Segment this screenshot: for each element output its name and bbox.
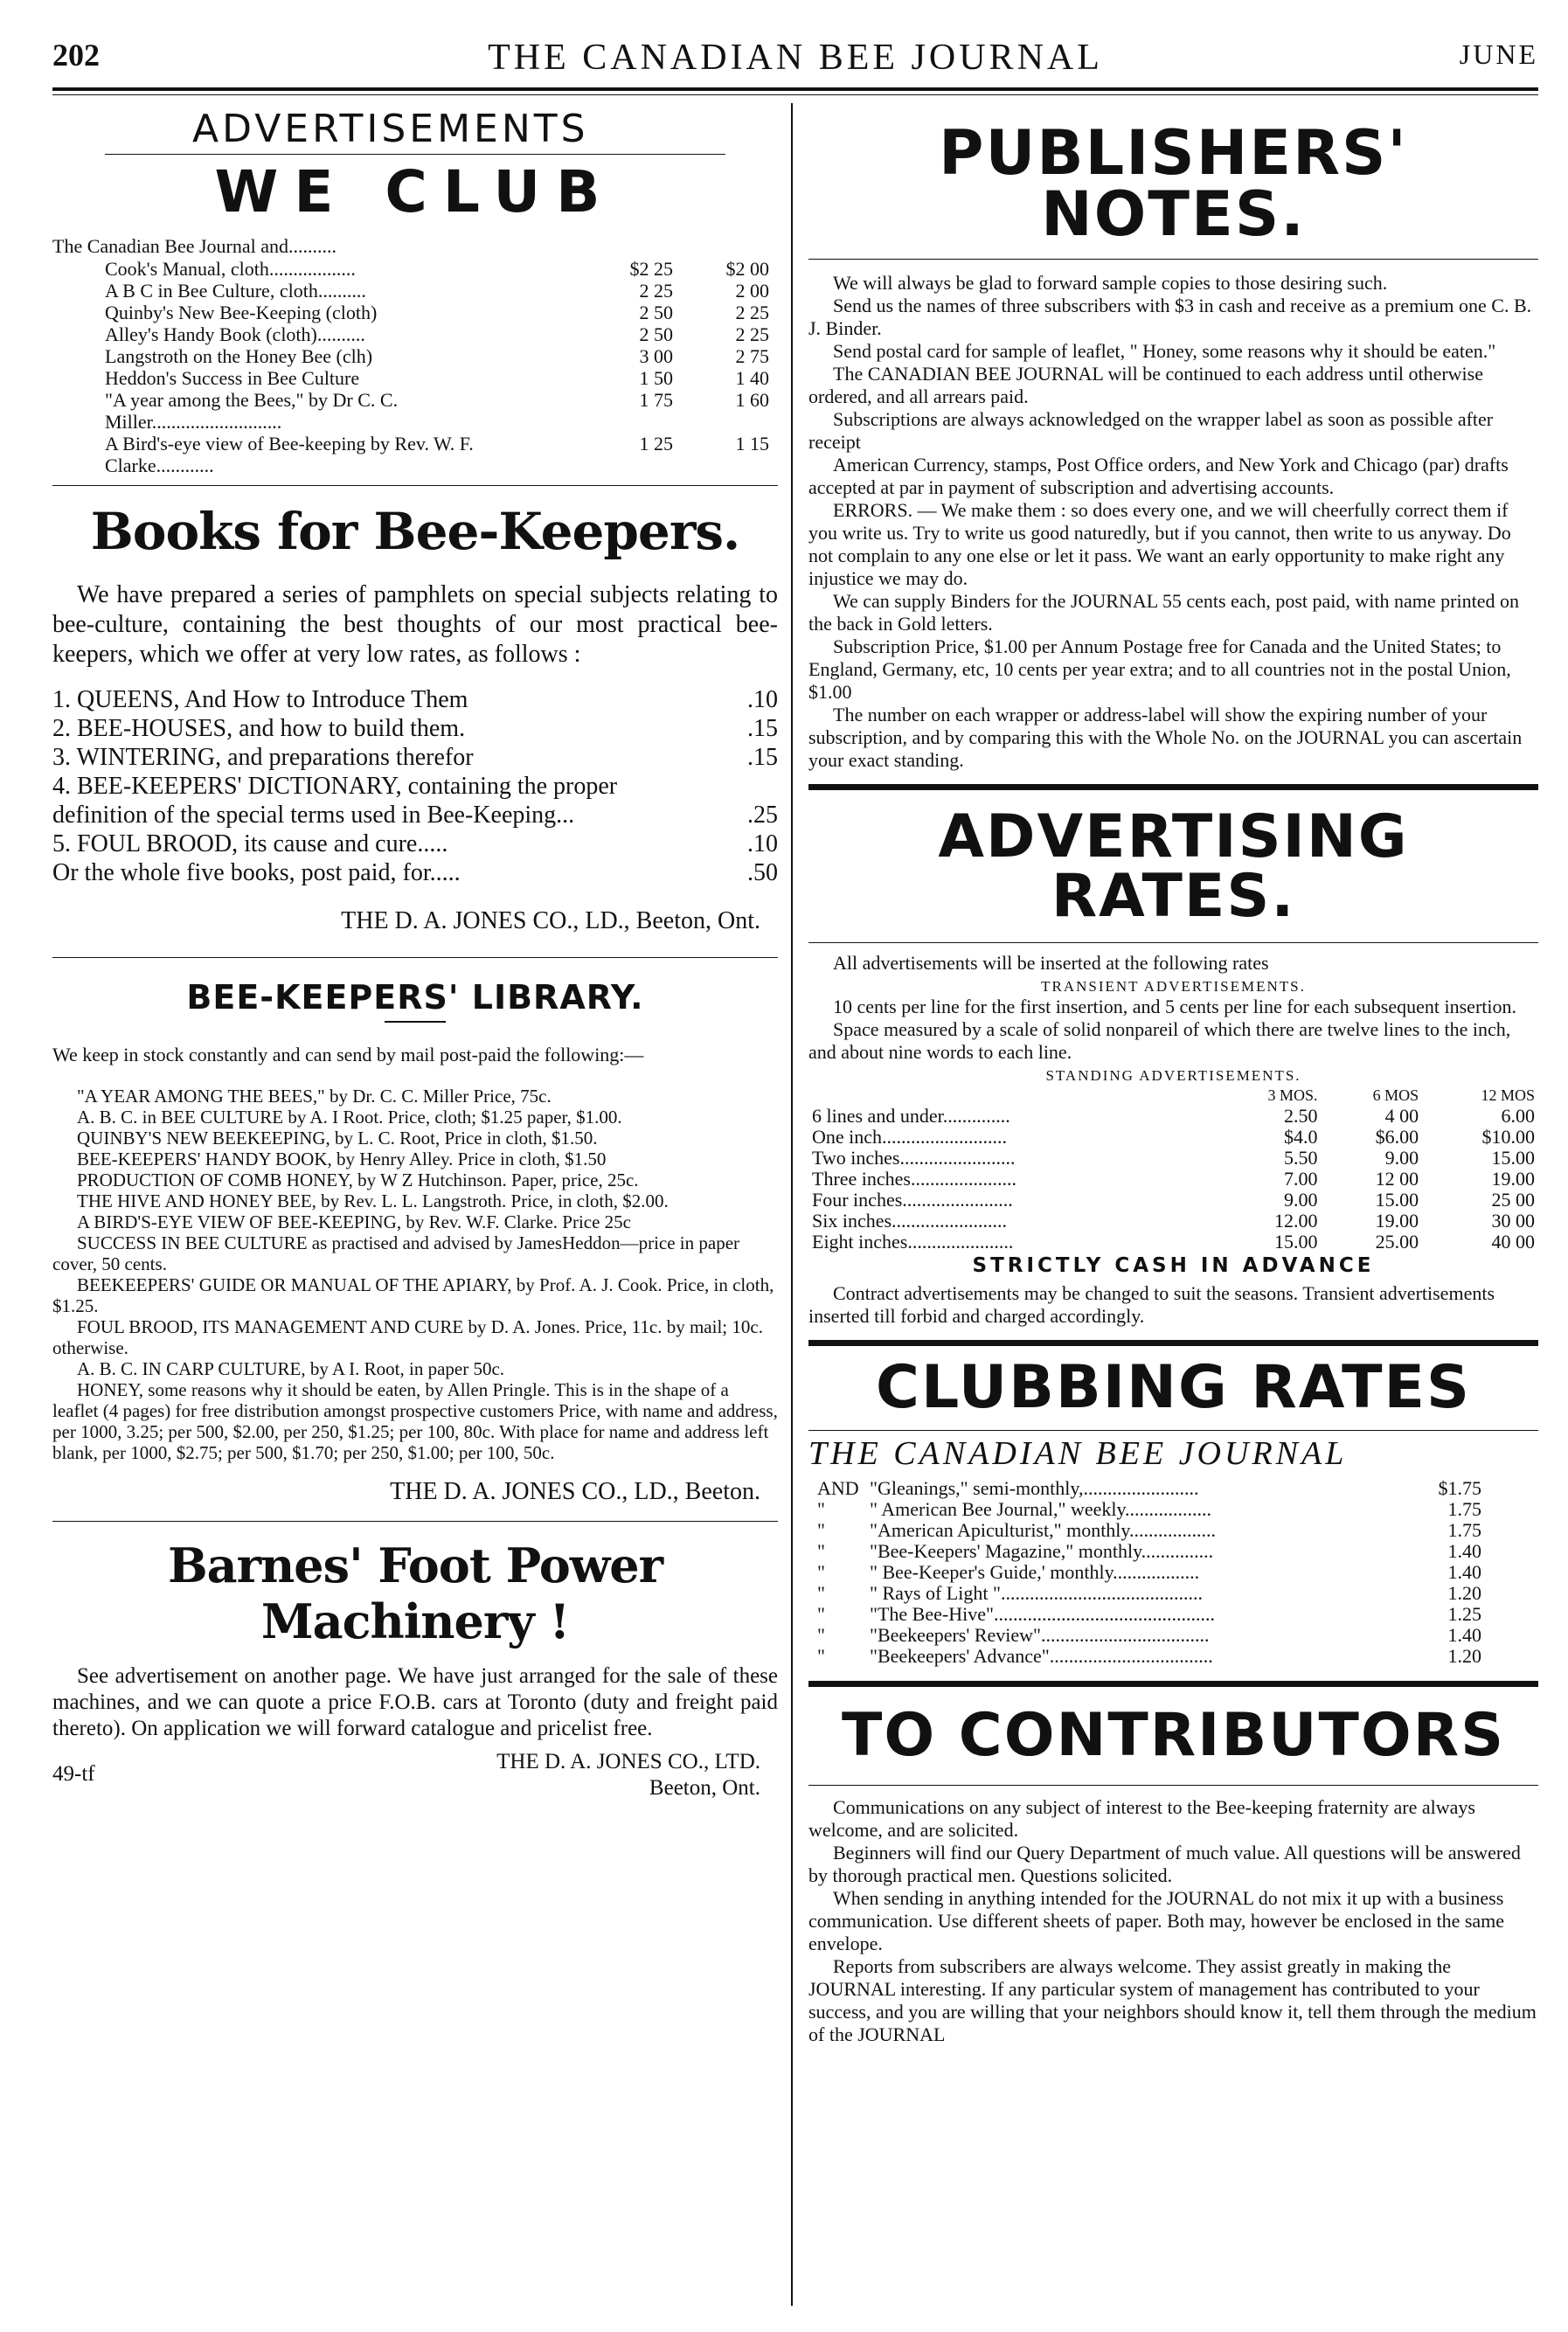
we-club-intro: The Canadian Bee Journal and.......... [52,235,337,257]
clubbing-price: 1.40 [1447,1561,1481,1583]
book-title: 1. QUEENS, And How to Introduce Them [52,686,468,713]
clubbing-prefix: " [817,1603,825,1625]
clubbing-price: 1.25 [1447,1603,1481,1625]
rate-size: Six inches........................ [812,1210,1008,1232]
clubbing-price: 1.20 [1447,1645,1481,1667]
library-entry: BEEKEEPERS' GUIDE OR MANUAL OF THE APIARY, by Prof. A. J. Cook. Price, in cloth, $1.25. [52,1274,774,1316]
books-list-item [52,743,778,772]
rate-row [808,1169,1538,1190]
we-club-item-name: Quinby's New Bee-Keeping (cloth) [105,302,378,323]
we-club-price-club: 2 25 [735,302,769,323]
col-12mos: 12 MOS [1481,1086,1535,1104]
we-club-price-separate: 2 50 [639,323,673,345]
rate-value: 12 00 [1375,1168,1419,1190]
book-price: .10 [747,830,778,857]
left-column [52,103,778,1810]
we-club-title: WE CLUB [214,158,616,226]
library-signature: THE D. A. JONES CO., LD., Beeton. [390,1478,760,1505]
transient-2: Space measured by a scale of solid nonpareil of which there are twelve lines to the inch, and about nine words to each line. [808,1018,1511,1063]
rate-value: 9.00 [1284,1189,1318,1211]
book-title: 5. FOUL BROOD, its cause and cure..... [52,830,448,857]
books-list-item [52,829,778,858]
contributors-paragraph: When sending in anything intended for the JOURNAL do not mix it up with a business communication. Use different sheets of paper. Both may, however be enclosed in the same envelope. [808,1887,1505,1954]
clubbing-row [817,1604,1481,1625]
clubbing-prefix: " [817,1498,825,1520]
clubbing-periodical: "Beekeepers' Review"................................... [870,1624,1210,1646]
we-club-price-separate: $2 25 [629,258,673,280]
header-rule [52,87,1538,91]
publishers-note-paragraph: The CANADIAN BEE JOURNAL will be continued to each address until otherwise ordered, and all arrears paid. [808,363,1483,407]
library-title: BEE-KEEPERS' LIBRARY. [186,978,644,1017]
contract-notice: Contract advertisements may be changed to suit the seasons. Transient advertisements inserted till forbid and charged accordingly. [808,1282,1495,1327]
rate-size: Three inches...................... [812,1168,1016,1190]
barnes-signature-2: Beeton, Ont. [649,1776,760,1800]
rate-size: Two inches........................ [812,1147,1016,1169]
we-club-table [105,258,769,476]
clubbing-row [817,1541,1481,1562]
clubbing-prefix: AND [817,1477,859,1499]
rate-size: Eight inches...................... [812,1231,1014,1253]
library-entry: SUCCESS IN BEE CULTURE as practised and advised by JamesHeddon—price in paper cover, 50 cents. [52,1232,740,1274]
clubbing-prefix: " [817,1624,825,1646]
we-club-row [105,258,769,280]
publishers-notes-list [808,272,1538,772]
clubbing-row [817,1499,1481,1520]
publishers-note-paragraph: We can supply Binders for the JOURNAL 55 cents each, post paid, with name printed on the back in Gold letters. [808,590,1519,635]
we-club-price-club: 2 75 [735,345,769,367]
we-club-item-name: A B C in Bee Culture, cloth.......... [105,280,366,302]
clubbing-table [817,1478,1481,1667]
clubbing-price: 1.75 [1447,1498,1481,1520]
rate-row [808,1211,1538,1232]
rate-value: $6.00 [1375,1126,1419,1148]
publishers-note-paragraph: The number on each wrapper or address-label will show the expiring number of your subscription, and by comparing this with the Whole No. on the JOURNAL you can ascertain your exact standing. [808,704,1523,771]
we-club-price-separate: 1 50 [639,367,673,389]
rate-value: 15.00 [1375,1189,1419,1211]
library-entry: A. B. C. IN CARP CULTURE, by A I. Root, in paper 50c. [77,1358,505,1379]
rate-value: 25.00 [1375,1231,1419,1253]
clubbing-prefix: " [817,1561,825,1583]
book-title: Or the whole five books, post paid, for..... [52,859,461,886]
standing-heading: STANDING ADVERTISEMENTS. [1045,1067,1301,1084]
book-price: .50 [747,859,778,886]
rate-size: One inch.......................... [812,1126,1008,1148]
book-price: .15 [747,744,778,771]
we-club-row [105,280,769,302]
contributors-list [808,1796,1538,2046]
publishers-note-paragraph: American Currency, stamps, Post Office orders, and New York and Chicago (par) drafts accepted at par in payment of subscription and advertising accounts. [808,454,1509,498]
clubbing-periodical: "American Apiculturist," monthly.................. [870,1519,1216,1541]
journal-title: THE CANADIAN BEE JOURNAL [488,38,1103,78]
rate-value: $10.00 [1481,1126,1535,1148]
clubbing-prefix: " [817,1519,825,1541]
we-club-price-club: 2 25 [735,323,769,345]
transient-1: 10 cents per line for the first insertion, and 5 cents per line for each subsequent insertion. [833,996,1516,1017]
library-entry: THE HIVE AND HONEY BEE, by Rev. L. L. Langstroth. Price, in cloth, $2.00. [77,1190,669,1211]
we-club-price-separate: 2 50 [639,302,673,323]
publishers-note-paragraph: Send postal card for sample of leaflet, " Honey, some reasons why it should be eaten." [833,340,1496,362]
clubbing-periodical: " American Bee Journal," weekly.................. [870,1498,1212,1520]
rate-size: Four inches....................... [812,1189,1013,1211]
book-price: .25 [747,802,778,829]
rate-row [808,1190,1538,1211]
we-club-price-club: 1 40 [735,367,769,389]
publishers-note-paragraph: We will always be glad to forward sample copies to those desiring such. [833,272,1388,294]
page-number: 202 [52,38,100,73]
cash-notice: STRICTLY CASH IN ADVANCE [972,1254,1375,1277]
books-list-item [52,772,778,829]
clubbing-periodical: "Gleanings," semi-monthly,........................ [870,1477,1199,1499]
standing-rates-table [808,1085,1538,1253]
we-club-row [105,367,769,389]
transient-heading: TRANSIENT ADVERTISEMENTS. [1041,978,1306,995]
we-club-price-club: 2 00 [735,280,769,302]
contributors-paragraph: Beginners will find our Query Department of much value. All questions will be answered by thorough practical men. Questions solicited. [808,1842,1521,1886]
clubbing-prefix: " [817,1540,825,1562]
clubbing-prefix: " [817,1645,825,1667]
rate-value: 15.00 [1274,1231,1318,1253]
col-6mos: 6 MOS [1372,1086,1419,1104]
publishers-note-paragraph: Send us the names of three subscribers with $3 in cash and receive as a premium one C. B. J. Binder. [808,295,1532,339]
rate-row [808,1232,1538,1253]
rate-value: 9.00 [1384,1147,1419,1169]
we-club-item-name: Alley's Handy Book (cloth).......... [105,323,365,345]
column-divider [791,103,793,2306]
rate-row [808,1148,1538,1169]
book-price: .15 [747,715,778,742]
rate-value: 12.00 [1274,1210,1318,1232]
books-title: Books for Bee-Keepers. [90,502,740,561]
clubbing-row [817,1625,1481,1646]
books-list-item [52,858,778,887]
barnes-signature-1: THE D. A. JONES CO., LTD. [496,1750,760,1773]
book-title: 2. BEE-HOUSES, and how to build them. [52,715,466,742]
clubbing-price: 1.75 [1447,1519,1481,1541]
we-club-row [105,302,769,323]
clubbing-row [817,1646,1481,1667]
library-entry: A. B. C. in BEE CULTURE by A. I Root. Price, cloth; $1.25 paper, $1.00. [77,1107,622,1128]
we-club-row [105,345,769,367]
clubbing-journal: THE CANADIAN BEE JOURNAL [808,1435,1348,1472]
clubbing-row [817,1562,1481,1583]
advertising-rates-title: ADVERTISING RATES. [938,802,1409,931]
we-club-price-club: $2 00 [725,258,769,280]
clubbing-periodical: "Bee-Keepers' Magazine," monthly............... [870,1540,1214,1562]
rate-value: 15.00 [1491,1147,1535,1169]
contributors-title: TO CONTRIBUTORS [841,1701,1506,1770]
library-entry: A BIRD'S-EYE VIEW OF BEE-KEEPING, by Rev. W.F. Clarke. Price 25c [77,1211,631,1232]
publishers-note-paragraph: ERRORS. — We make them : so does every one, and we will cheerfully correct them if you write us. Try to write us good naturedly, but if you cannot, then write to us anyway. Do not complain to any one else or let it pass. We want an early opportunity to make right any injustice we may do. [808,499,1511,589]
we-club-item-name: "A year among the Bees," by Dr C. C. Miller........................... [105,389,399,433]
rates-intro: All advertisements will be inserted at the following rates [833,952,1269,974]
books-signature: THE D. A. JONES CO., LD., Beeton, Ont. [341,907,760,934]
library-entry: FOUL BROOD, ITS MANAGEMENT AND CURE by D. A. Jones. Price, 11c. by mail; 10c. otherwise. [52,1316,763,1358]
books-intro: We have prepared a series of pamphlets on special subjects relating to bee-culture, containing the best thoughts of our most practical bee-keepers, which we offer at very low rates, as follows : [52,581,778,668]
clubbing-periodical: "Beekeepers' Advance".................................. [870,1645,1213,1667]
clubbing-prefix: " [817,1582,825,1604]
running-head [52,37,1538,80]
we-club-row [105,433,769,476]
barnes-title: Barnes' Foot Power Machinery ! [167,1537,663,1649]
rate-value: 7.00 [1284,1168,1318,1190]
we-club-item-name: Langstroth on the Honey Bee (clh) [105,345,373,367]
library-entry: BEE-KEEPERS' HANDY BOOK, by Henry Alley. Price in cloth, $1.50 [77,1149,607,1169]
library-intro: We keep in stock constantly and can send by mail post-paid the following:— [52,1044,644,1065]
library-entry: QUINBY'S NEW BEEKEEPING, by L. C. Root, Price in cloth, $1.50. [77,1128,598,1149]
rate-value: 40 00 [1491,1231,1535,1253]
rate-value: 4 00 [1384,1105,1419,1127]
col-3mos: 3 MOS. [1267,1086,1318,1104]
clubbing-price: 1.40 [1447,1624,1481,1646]
contributors-paragraph: Communications on any subject of interest to the Bee-keeping fraternity are always welcome, and are solicited. [808,1796,1475,1841]
books-list-item [52,685,778,714]
clubbing-rates-title: CLUBBING RATES [876,1353,1471,1422]
rate-value: 19.00 [1375,1210,1419,1232]
library-entry: "A YEAR AMONG THE BEES," by Dr. C. C. Miller Price, 75c. [77,1086,552,1107]
advertisements-label: ADVERTISEMENTS [192,107,589,151]
books-list-item [52,714,778,743]
book-price: .10 [747,686,778,713]
clubbing-price: $1.75 [1438,1477,1481,1499]
we-club-price-separate: 1 75 [639,389,673,411]
rate-value: 5.50 [1284,1147,1318,1169]
contributors-paragraph: Reports from subscribers are always welcome. They assist greatly in making the JOURNAL interesting. If any particular system of management has contributed to your success, and you are willing that your neighbors should know it, tell them through the medium of the JOURNAL [808,1955,1537,2045]
rate-value: $4.0 [1284,1126,1318,1148]
rate-row [808,1106,1538,1127]
books-list [52,685,778,887]
we-club-item-name: Heddon's Success in Bee Culture [105,367,360,389]
rate-value: 25 00 [1491,1189,1535,1211]
rate-value: 2.50 [1284,1105,1318,1127]
clubbing-periodical: "The Bee-Hive".............................................. [870,1603,1215,1625]
clubbing-periodical: " Bee-Keeper's Guide,' monthly.................. [870,1561,1200,1583]
rate-value: 6.00 [1501,1105,1535,1127]
we-club-price-separate: 1 25 [639,433,673,455]
clubbing-row [817,1583,1481,1604]
header-rule-thin [52,94,1538,95]
book-title: 3. WINTERING, and preparations therefor [52,744,474,771]
we-club-row [105,323,769,345]
barnes-code: 49-tf [52,1762,95,1786]
rate-size: 6 lines and under.............. [812,1105,1010,1127]
library-entry: PRODUCTION OF COMB HONEY, by W Z Hutchinson. Paper, price, 25c. [77,1169,639,1190]
book-title: 4. BEE-KEEPERS' DICTIONARY, containing the proper definition of the special terms used in Bee-Keeping... [52,773,618,829]
clubbing-price: 1.20 [1447,1582,1481,1604]
right-column [808,103,1538,2046]
we-club-price-club: 1 15 [735,433,769,455]
library-list [52,1086,778,1463]
rate-value: 19.00 [1491,1168,1535,1190]
publishers-notes-title: PUBLISHERS' NOTES. [939,117,1408,250]
issue-month: JUNE [1459,38,1538,70]
we-club-item-name: A Bird's-eye view of Bee-keeping by Rev. W. F. Clarke............ [105,433,474,476]
we-club-price-club: 1 60 [735,389,769,411]
we-club-price-separate: 2 25 [639,280,673,302]
clubbing-price: 1.40 [1447,1540,1481,1562]
barnes-body: See advertisement on another page. We have just arranged for the sale of these machines, and we can quote a price F.O.B. cars at Toronto (duty and freight paid thereto). On application we will forward catalogue and pricelist free. [52,1664,778,1740]
we-club-item-name: Cook's Manual, cloth.................. [105,258,356,280]
we-club-row [105,389,769,433]
we-club-price-separate: 3 00 [639,345,673,367]
clubbing-row [817,1478,1481,1499]
rate-row [808,1127,1538,1148]
publishers-note-paragraph: Subscription Price, $1.00 per Annum Postage free for Canada and the United States; to England, Germany, etc, 10 cents per year extra; and to all countries not in the postal Union, $1.00 [808,635,1511,703]
clubbing-row [817,1520,1481,1541]
publishers-note-paragraph: Subscriptions are always acknowledged on the wrapper label as soon as possible after receipt [808,408,1494,453]
rate-value: 30 00 [1491,1210,1535,1232]
clubbing-periodical: " Rays of Light ".......................................... [870,1582,1203,1604]
library-entry: HONEY, some reasons why it should be eaten, by Allen Pringle. This is in the shape of a leaflet (4 pages) for free distribution amongst prospective customers Price, with name and address, per 1000, 3.25; per 500, $2.00, per 250, $1.25; per 100, 80c. With place for name and address left blank, per 1000, $2.75; per 500, $1.70; per 250, $1.00; per 100, 50c. [52,1379,778,1463]
